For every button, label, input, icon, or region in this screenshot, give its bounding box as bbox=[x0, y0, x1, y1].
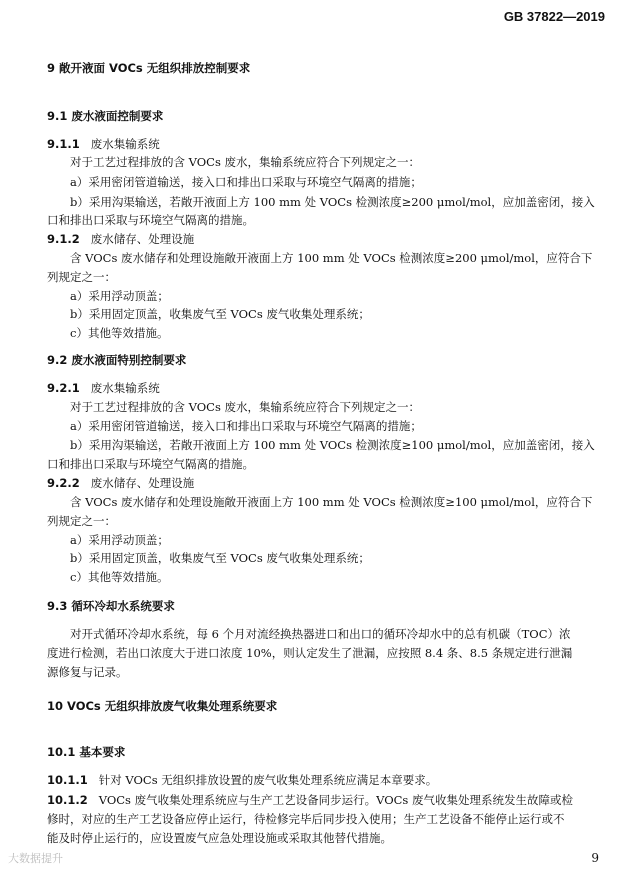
paragraph-line: 对开式循环冷却水系统，每 6 个月对流经换热器进口和出口的循环冷却水中的总有机碳（TOC）浓 bbox=[70, 627, 571, 641]
section-9-1-1-heading bbox=[47, 136, 160, 152]
section-9-2-title: 9.2 废水液面特别控制要求 bbox=[47, 353, 187, 367]
section-10-1-1-line bbox=[47, 772, 437, 788]
list-item: a）采用密闭管道输送，接入口和排出口采取与环境空气隔离的措施； bbox=[70, 419, 422, 433]
section-9-2-1-heading bbox=[47, 380, 160, 396]
paragraph-line: 对于工艺过程排放的含 VOCs 废水，集输系统应符合下列规定之一： bbox=[70, 400, 421, 414]
paragraph-line: 修时，对应的生产工艺设备应停止运行，待检修完毕后同步投入使用；生产工艺设备不能停止运行或不 bbox=[47, 812, 565, 826]
list-item: a）采用密闭管道输送，接入口和排出口采取与环境空气隔离的措施； bbox=[70, 175, 422, 189]
list-item: b）采用沟渠输送，若敞开液面上方 100 mm 处 VOCs 检测浓度≥100 μmol/mol，应加盖密闭，接入 bbox=[70, 438, 595, 452]
section-9-3-title: 9.3 循环冷却水系统要求 bbox=[47, 599, 175, 613]
section-name: 废水储存、处理设施 bbox=[90, 232, 195, 246]
list-item: b）采用沟渠输送，若敞开液面上方 100 mm 处 VOCs 检测浓度≥200 μmol/mol，应加盖密闭，接入 bbox=[70, 195, 595, 209]
list-item: c）其他等效措施。 bbox=[70, 326, 169, 340]
paragraph-line: 源修复与记录。 bbox=[47, 665, 128, 679]
list-item: a）采用浮动顶盖； bbox=[70, 533, 169, 547]
section-10-title: 10 VOCs 无组织排放废气收集处理系统要求 bbox=[47, 699, 278, 713]
section-number: 9.1.1 bbox=[47, 137, 80, 151]
section-number: 9.2.2 bbox=[47, 476, 80, 490]
paragraph-line: 对于工艺过程排放的含 VOCs 废水，集输系统应符合下列规定之一： bbox=[70, 155, 421, 169]
section-10-1-title: 10.1 基本要求 bbox=[47, 745, 126, 759]
watermark: 大数据提升 bbox=[8, 852, 63, 865]
list-item: c）其他等效措施。 bbox=[70, 570, 169, 584]
paragraph-line: 含 VOCs 废水储存和处理设施敞开液面上方 100 mm 处 VOCs 检测浓度≥200 μmol/mol，应符合下 bbox=[70, 251, 593, 265]
section-9-2-2-heading bbox=[47, 475, 194, 491]
section-name: 废水储存、处理设施 bbox=[90, 476, 195, 490]
section-number: 10.1.2 bbox=[47, 793, 88, 807]
paragraph-line: 口和排出口采取与环境空气隔离的措施。 bbox=[47, 213, 254, 227]
section-10-1-2-line bbox=[47, 792, 573, 808]
list-item: b）采用固定顶盖，收集废气至 VOCs 废气收集处理系统； bbox=[70, 307, 370, 321]
section-9-1-2-heading bbox=[47, 231, 194, 247]
paragraph-line: 能及时停止运行的，应设置废气应急处理设施或采取其他替代措施。 bbox=[47, 831, 392, 845]
section-number: 9.2.1 bbox=[47, 381, 80, 395]
paragraph-text: 针对 VOCs 无组织排放设置的废气收集处理系统应满足本章要求。 bbox=[98, 773, 438, 787]
section-9-1-title: 9.1 废水液面控制要求 bbox=[47, 109, 164, 123]
paragraph-line: 含 VOCs 废水储存和处理设施敞开液面上方 100 mm 处 VOCs 检测浓度≥100 μmol/mol，应符合下 bbox=[70, 495, 593, 509]
section-name: 废水集输系统 bbox=[90, 137, 160, 151]
paragraph-line: 度进行检测，若出口浓度大于进口浓度 10%，则认定发生了泄漏，应按照 8.4 条、8.5 条规定进行泄漏 bbox=[47, 646, 573, 660]
paragraph-line: 列规定之一： bbox=[47, 514, 116, 528]
standard-code: GB 37822—2019 bbox=[503, 9, 605, 24]
list-item: a）采用浮动顶盖； bbox=[70, 289, 169, 303]
page-number: 9 bbox=[591, 851, 599, 865]
section-number: 10.1.1 bbox=[47, 773, 88, 787]
section-name: 废水集输系统 bbox=[90, 381, 160, 395]
paragraph-line: 口和排出口采取与环境空气隔离的措施。 bbox=[47, 457, 254, 471]
section-number: 9.1.2 bbox=[47, 232, 80, 246]
paragraph-line: 列规定之一： bbox=[47, 270, 116, 284]
list-item: b）采用固定顶盖，收集废气至 VOCs 废气收集处理系统； bbox=[70, 551, 370, 565]
section-9-title: 9 敞开液面 VOCs 无组织排放控制要求 bbox=[47, 61, 251, 75]
paragraph-text: VOCs 废气收集处理系统应与生产工艺设备同步运行。VOCs 废气收集处理系统发生故障或检 bbox=[98, 793, 573, 807]
